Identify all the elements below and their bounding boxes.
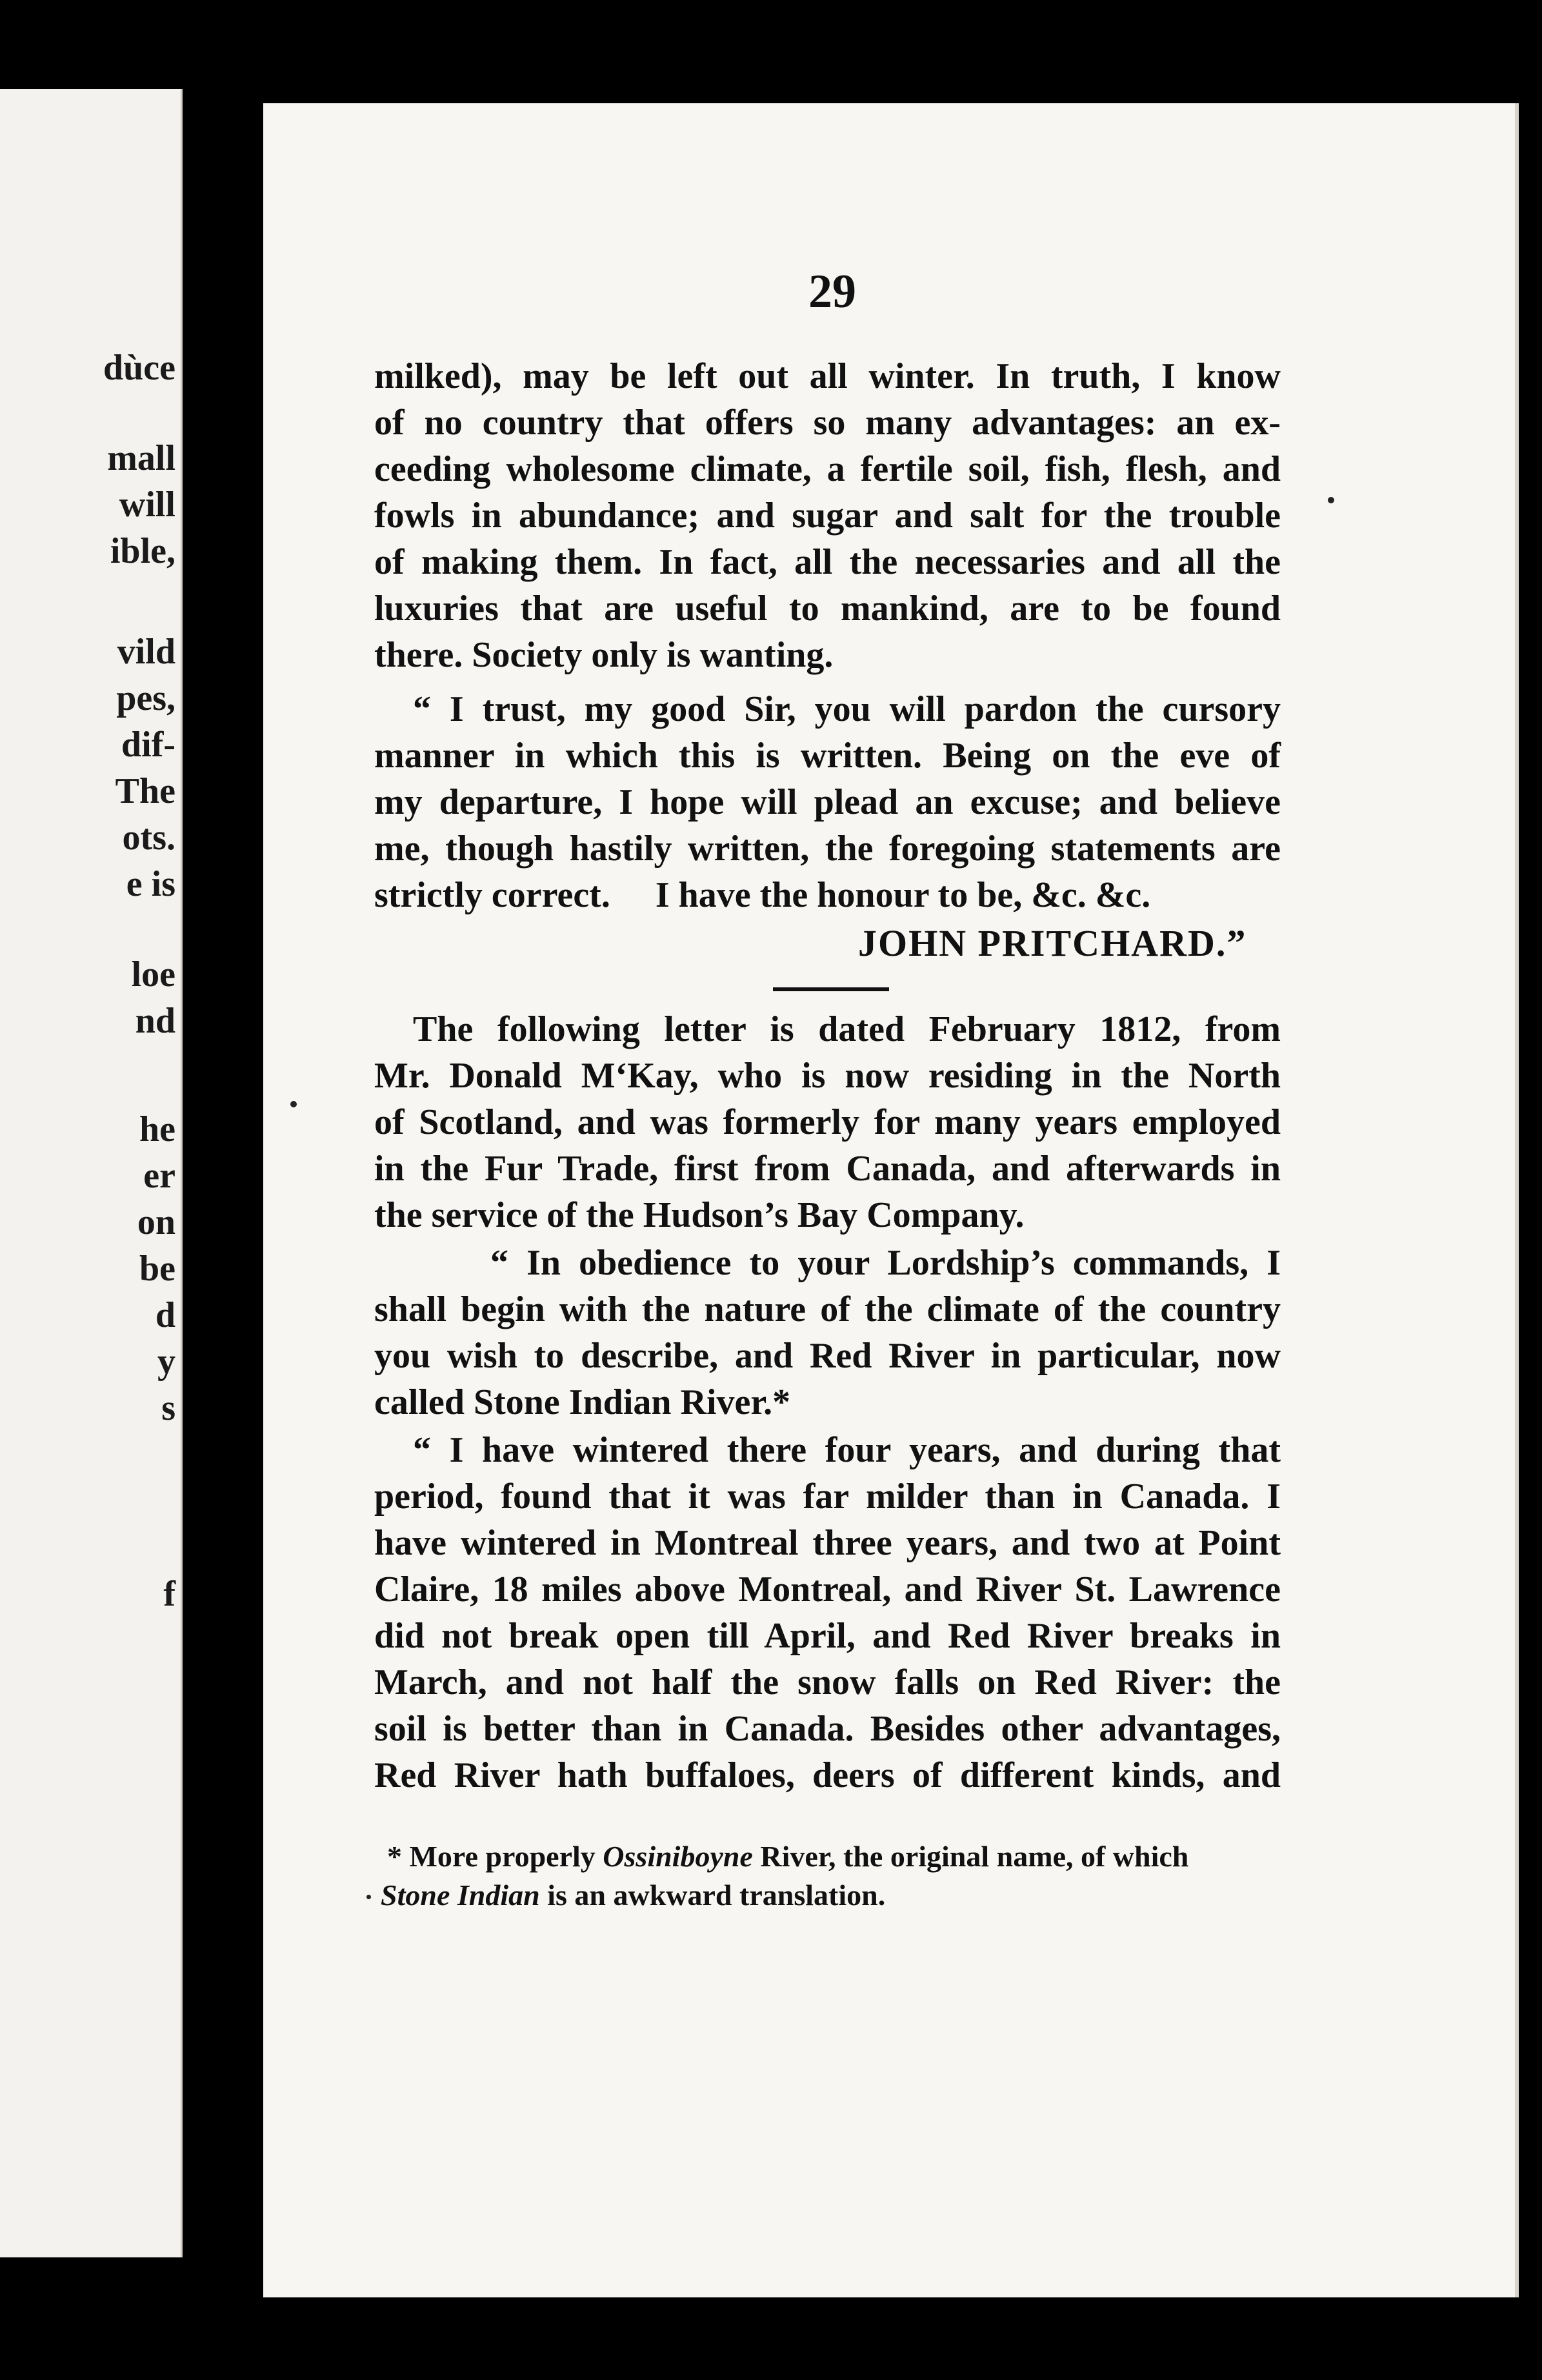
left-page-fragment: mall <box>107 438 175 478</box>
text-line: called Stone Indian River.* <box>374 1382 791 1422</box>
page-number: 29 <box>808 265 856 318</box>
text-line: me, though hastily written, the foregoing statements are <box>374 829 1281 869</box>
left-page-fragment: f <box>163 1574 175 1614</box>
left-page-fragment: ots. <box>122 818 175 858</box>
left-page-fragment: The <box>115 771 175 811</box>
left-page-fragment: be <box>139 1249 175 1289</box>
left-page-fragment: ible, <box>110 531 175 571</box>
left-page-fragment: er <box>143 1156 175 1196</box>
footnote-line <box>387 1838 1277 1875</box>
footnote-text: River, the original name, of which <box>752 1840 1189 1873</box>
footnote-italic-term: Ossiniboyne <box>603 1840 753 1873</box>
text-line: The following letter is dated February 1812, from <box>413 1009 1281 1049</box>
text-line: my departure, I hope will plead an excuse; and believe <box>374 782 1281 822</box>
left-page-fragment: loe <box>131 954 175 994</box>
footnote-text: * More properly <box>387 1840 603 1873</box>
left-page-fragment: will <box>119 485 175 525</box>
left-page-fragment: y <box>157 1342 175 1382</box>
left-page-fragment: s <box>161 1388 175 1428</box>
text-line: you wish to describe, and Red River in particular, now <box>374 1336 1281 1376</box>
text-line: “ I trust, my good Sir, you will pardon the cursory <box>413 689 1281 729</box>
previous-page-fragment <box>0 89 183 2257</box>
left-page-fragment: e is <box>126 864 175 904</box>
ink-speck <box>1328 497 1334 503</box>
text-line: soil is better than in Canada. Besides other advantages, <box>374 1709 1281 1749</box>
text-line: fowls in abundance; and sugar and salt for the trouble <box>374 496 1281 536</box>
ink-speck <box>290 1101 297 1107</box>
text-line: ceeding wholesome climate, a fertile soil, fish, flesh, and <box>374 449 1281 489</box>
text-line: “ I have wintered there four years, and during that <box>413 1430 1281 1470</box>
text-line: “ In obedience to your Lordship’s commands, I <box>490 1243 1281 1283</box>
text-line: of making them. In fact, all the necessaries and all the <box>374 542 1281 582</box>
left-page-fragment: vild <box>117 632 175 672</box>
left-page-fragment: he <box>139 1109 175 1149</box>
text-line: in the Fur Trade, first from Canada, and afterwards in <box>374 1149 1281 1189</box>
left-page-fragment: d <box>155 1295 175 1335</box>
text-line: of no country that offers so many advantages: an ex- <box>374 403 1281 443</box>
left-page-fragment: pes, <box>116 678 175 718</box>
text-line: the service of the Hudson’s Bay Company. <box>374 1195 1025 1235</box>
text-line: there. Society only is wanting. <box>374 635 834 675</box>
text-line: strictly correct. I have the honour to be, &c. &c. <box>374 875 1151 915</box>
text-line: luxuries that are useful to mankind, are to be found <box>374 589 1281 629</box>
text-line: of Scotland, and was formerly for many years employed <box>374 1102 1281 1142</box>
section-divider <box>773 987 889 991</box>
text-line: Claire, 18 miles above Montreal, and River St. Lawrence <box>374 1569 1281 1609</box>
left-page-fragment: dùce <box>103 348 175 388</box>
ink-speck <box>366 1895 371 1899</box>
text-line: Red River hath buffaloes, deers of different kinds, and <box>374 1755 1281 1795</box>
text-line: have wintered in Montreal three years, and two at Point <box>374 1523 1281 1563</box>
left-page-fragment: nd <box>135 1001 175 1041</box>
left-page-fragment: dif- <box>121 725 175 765</box>
text-line: period, found that it was far milder than in Canada. I <box>374 1477 1281 1517</box>
signature: JOHN PRITCHARD.” <box>858 922 1247 964</box>
text-line: manner in which this is written. Being on the eve of <box>374 736 1281 776</box>
text-line: shall begin with the nature of the climate of the country <box>374 1289 1281 1329</box>
text-line: March, and not half the snow falls on Red River: the <box>374 1662 1281 1702</box>
text-line: milked), may be left out all winter. In truth, I know <box>374 356 1281 396</box>
footnote-line <box>381 1877 1271 1914</box>
text-line: did not break open till April, and Red River breaks in <box>374 1616 1281 1656</box>
footnote-italic-term: Stone Indian <box>381 1879 540 1911</box>
text-line: Mr. Donald M‘Kay, who is now residing in the North <box>374 1056 1281 1096</box>
left-page-fragment: on <box>137 1202 175 1242</box>
footnote-text: is an awkward translation. <box>539 1879 886 1911</box>
